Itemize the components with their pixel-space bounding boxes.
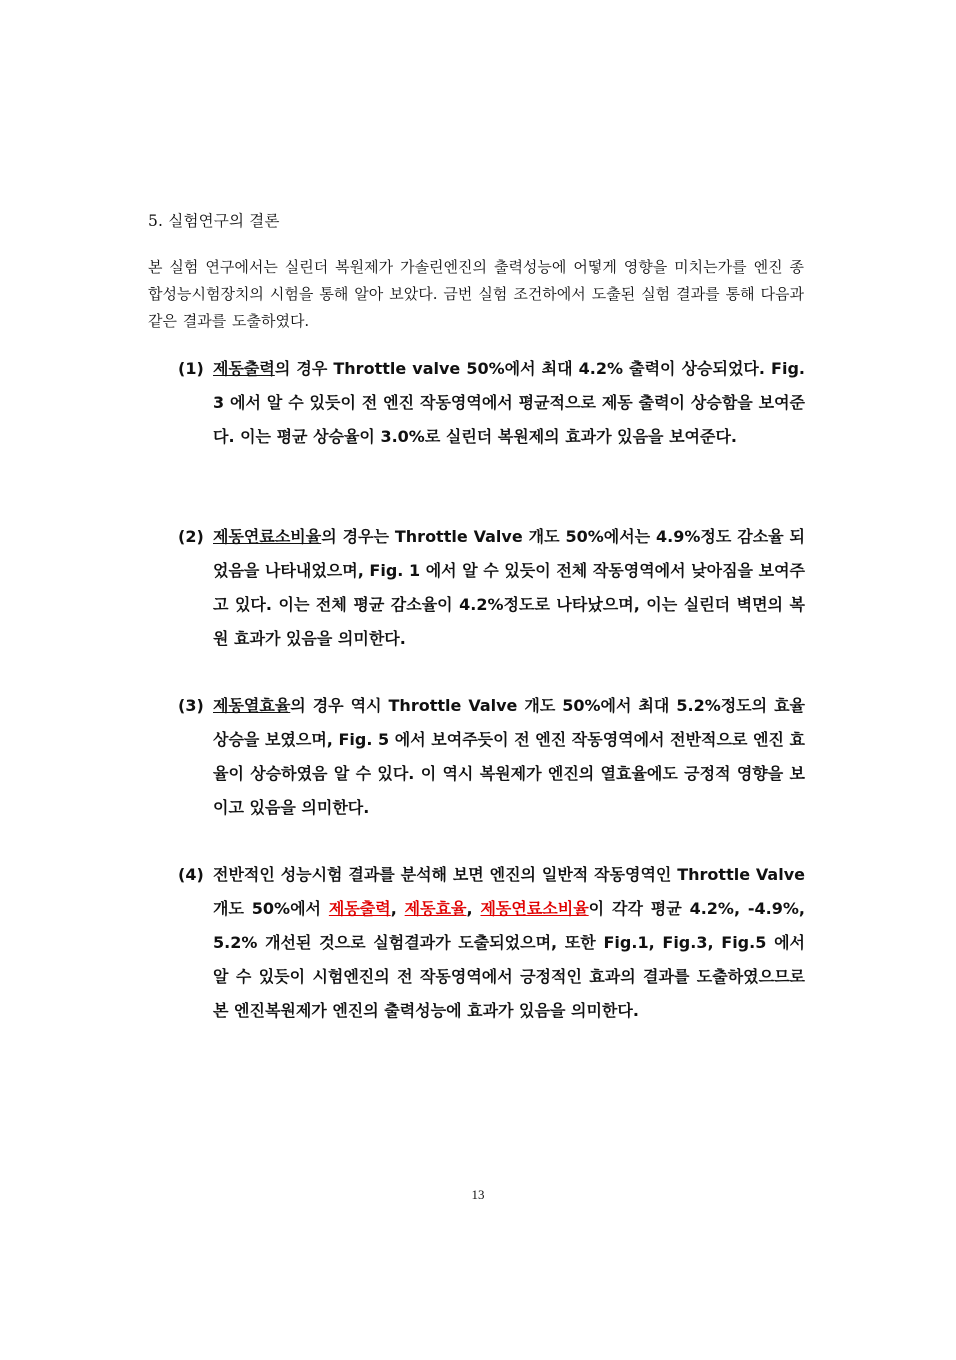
underlined-term: 제동연료소비율: [213, 527, 322, 546]
item-number: (2): [178, 527, 204, 546]
item-number: (4): [178, 865, 204, 884]
item-body: [213, 858, 805, 1028]
item-body: [213, 689, 805, 825]
item-number: (3): [178, 696, 204, 715]
separator: ,: [466, 899, 481, 918]
highlighted-term: 제동출력: [328, 899, 391, 918]
item-text: 의 경우 역시 Throttle Valve 개도 50%에서 최대 5.2%정도의 효율상승을 보였으며, Fig. 5 에서 보여주듯이 전 엔진 작동영역에서 전반적으로 엔진 효율이 상승하였음 알 수 있다. 이 역시 복원제가 엔진의 열효율에도 긍정적 영향을 보이고 있음을 의미한다.: [213, 696, 805, 817]
section-heading: 5. 실험연구의 결론: [148, 212, 280, 230]
highlighted-term: 제동효율: [404, 899, 467, 918]
item-text: 의 경우 Throttle valve 50%에서 최대 4.2% 출력이 상승되었다. Fig. 3 에서 알 수 있듯이 전 엔진 작동영역에서 평균적으로 제동 출력이 상승함을 보여준다. 이는 평균 상승율이 3.0%로 실린더 복원제의 효과가 있음을 보여준다.: [213, 359, 805, 446]
page-number: 13: [471, 1187, 485, 1202]
highlighted-term: 제동연료소비율: [480, 899, 589, 918]
item-number: (1): [178, 359, 204, 378]
item-text: 이 각각 평균 4.2%, -4.9%, 5.2% 개선된 것으로 실험결과가 도출되었으며, 또한 Fig.1, Fig.3, Fig.5 에서 알 수 있듯이 시험엔진의 전 작동영역에서 긍정적인 효과의 결과를 도출하였으므로 본 엔진복원제가 엔진의 출력성능에 효과가 있음을 의미한다.: [213, 899, 806, 1020]
item-text: 의 경우는 Throttle Valve 개도 50%에서는 4.9%정도 감소율 되었음을 나타내었으며, Fig. 1 에서 알 수 있듯이 전체 작동영역에서 낮아짐을 보여주고 있다. 이는 전체 평균 감소율이 4.2%정도로 나타났으며, 이는 실린더 벽면의 복원 효과가 있음을 의미한다.: [213, 527, 805, 648]
underlined-term: 제동출력: [213, 359, 275, 378]
underlined-term: 제동열효율: [213, 696, 291, 715]
intro-paragraph: 본 실험 연구에서는 실린더 복원제가 가솔린엔진의 출력성능에 어떻게 영향을 미치는가를 엔진 종합성능시험장치의 시험을 통해 알아 보았다. 금번 실험 조건하에서 도출된 실험 결과를 통해 다음과 같은 결과를 도출하였다.: [148, 258, 804, 330]
item-body: [213, 520, 805, 656]
separator: ,: [390, 899, 405, 918]
item-body: [213, 352, 805, 454]
item-text: 전반적인 성능시험 결과를 분석해 보면 엔진의 일반적 작동영역인 Throttle Valve 개도 50%에서: [213, 865, 805, 918]
